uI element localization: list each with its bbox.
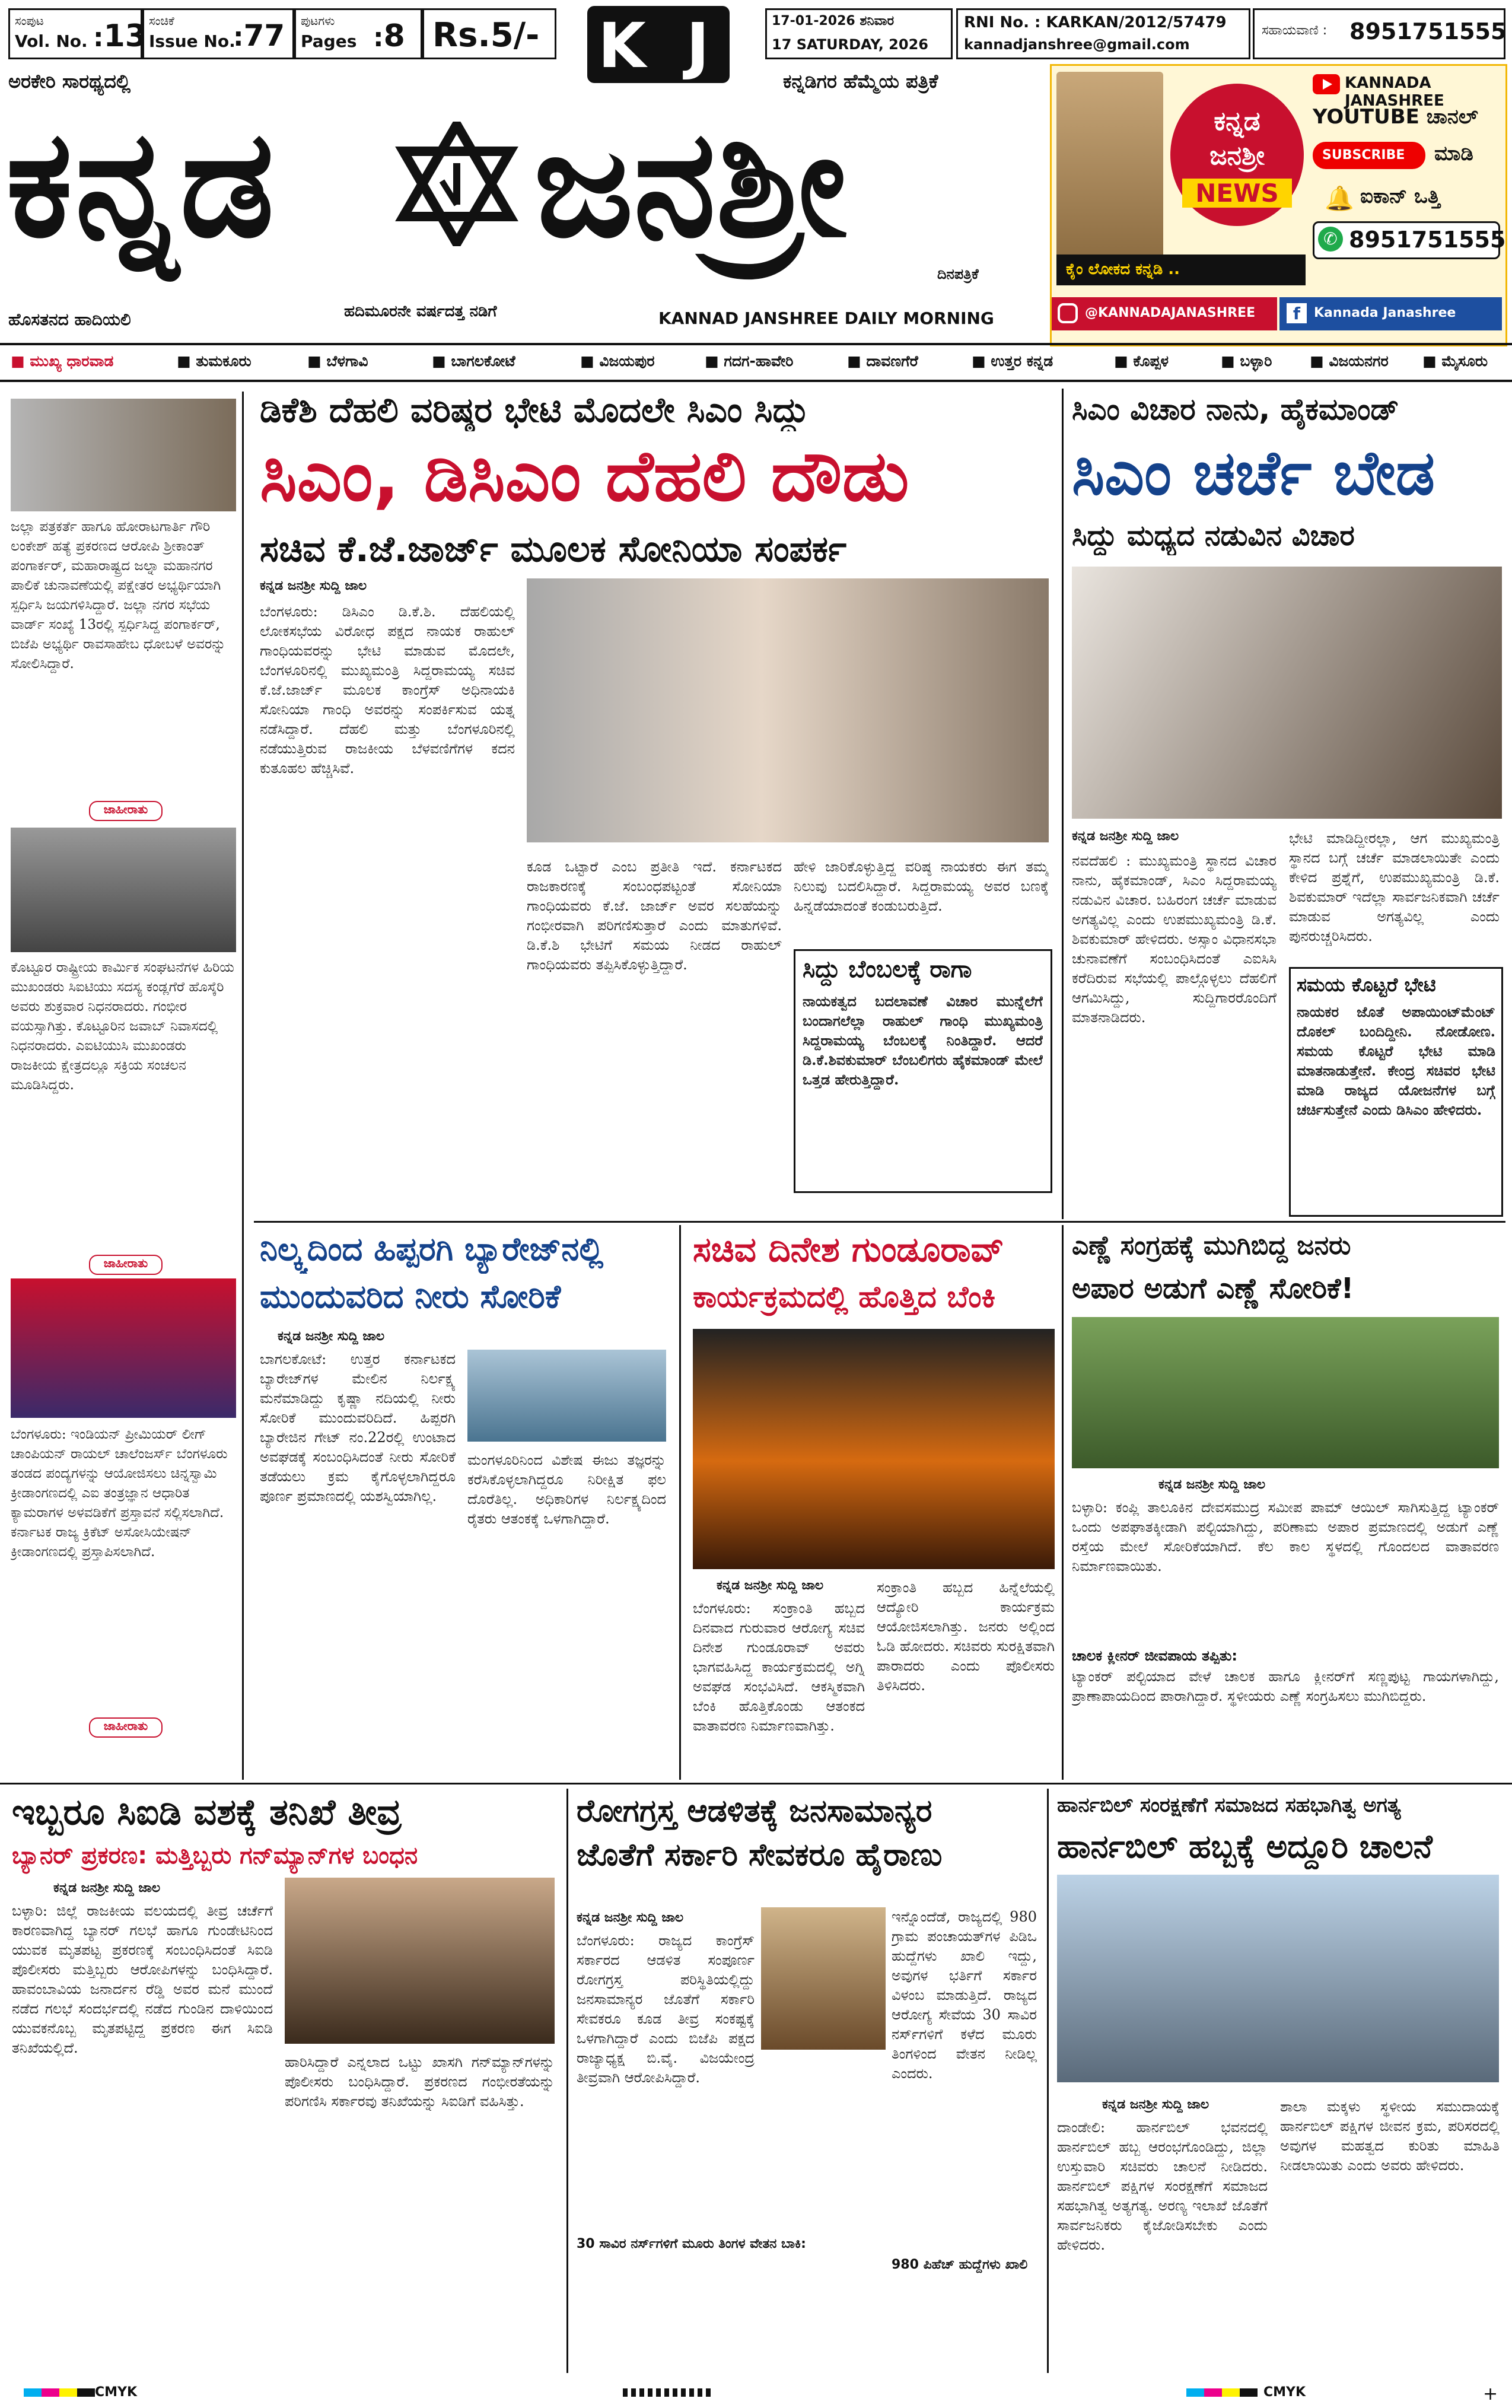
crime-strip-text: ಕೈಂ ಲೋಕದ ಕನ್ನಡಿ ..	[1066, 260, 1180, 278]
vol-number: :13	[93, 18, 147, 54]
cmyk-right: CMYK	[1263, 2385, 1306, 2400]
yt-channel: YOUTUBE ಚಾನಲ್	[1313, 105, 1478, 129]
kj-logo-text: K J	[598, 9, 719, 82]
right-byline: ಕನ್ನಡ ಜನಶ್ರೀ ಸುದ್ದಿ ಜಾಲ	[1072, 829, 1179, 844]
whatsapp-icon: ✆	[1318, 227, 1343, 252]
oil-headline-2: ಅಪಾರ ಅಡುಗೆ ಎಣ್ಣೆ ಸೋರಿಕೆ!	[1072, 1272, 1354, 1305]
instagram-bar	[1052, 297, 1277, 330]
lead-body-2: ಕೂಡ ಒಟ್ಟಾರೆ ಎಂಬ ಪ್ರತೀತಿ ಇದೆ. ಕರ್ನಾಟಕದ ರಾಜಕಾರಣಕ್ಕೆ ಸಂಬಂಧಪಟ್ಟಂತೆ ಸೋನಿಯಾ ಗಾಂಧಿಯವರು ಕೆ.ಜೆ. ಜಾರ್ಜ್ ಅವರ ಸಲಹೆಯನ್ನು ಗಂಭೀರವಾಗಿ ಪರಿಗಣಿಸುತ್ತಾರೆ ಎಂದು ಮಾತುಗಳಿವೆ. ಡಿ.ಕೆ.ಶಿ ಭೇಟಿಗೆ ಸಮಯ ನೀಡದ ರಾಹುಲ್ ಗಾಂಧಿಯವರು ತಪ್ಪಿಸಿಕೊಳ್ಳುತ್ತಿದ್ದಾರೆ.	[527, 858, 782, 973]
right-sidebox-title: ಸಮಯ ಕೊಟ್ಟರೆ ಭೇಟಿ	[1297, 974, 1436, 996]
oil-body: ಬಳ್ಳಾರಿ: ಕಂಪ್ಲಿ ತಾಲೂಕಿನ ದೇವಸಮುದ್ರ ಸಮೀಪ ಪಾಮ್ ಆಯಿಲ್ ಸಾಗಿಸುತ್ತಿದ್ದ ಟ್ಯಾಂಕರ್ ಒಂದು ಅಪಘಾತಕ್ಕೀಡಾಗಿ ಪಲ್ಟಿಯಾಗಿದ್ದು, ಪರಿಣಾಮ ಅಪಾರ ಪ್ರಮಾಣದಲ್ಲಿ ಅಡುಗೆ ಎಣ್ಣೆ ರಸ್ತೆಯ ಮೇಲೆ ಸೋರಿಕೆಯಾಗಿದೆ. ಕೆಲ ಕಾಲ ಸ್ಥಳದಲ್ಲಿ ಗೊಂದಲದ ವಾತಾವರಣ ನಿರ್ಮಾಣವಾಯಿತು.	[1072, 1499, 1499, 1574]
nav-item-2[interactable]: ■ ಬೆಳಗಾವಿ	[307, 352, 368, 370]
cmyk-swatch-right	[1186, 2388, 1258, 2397]
left-sidebar	[0, 392, 244, 1780]
lead-headline: ಸಿಎಂ, ಡಿಸಿಎಂ ದೆಹಲಿ ದೌಡು	[260, 435, 909, 517]
kj-logo	[587, 6, 730, 83]
sidebar-photo-1	[11, 399, 236, 511]
motto-en: KANNAD JANSHREE DAILY MORNING	[658, 308, 994, 328]
youtube-icon	[1313, 74, 1340, 94]
instagram-handle: @KANNADAJANASHREE	[1085, 306, 1256, 320]
oil-subhead: ಚಾಲಕ ಕ್ಲೀನರ್ ಜೀವಪಾಯ ತಪ್ಪಿತು:	[1072, 1647, 1238, 1664]
oil-headline-1: ಎಣ್ಣೆ ಸಂಗ್ರಹಕ್ಕೆ ಮುಗಿಬಿದ್ದ ಜನರು	[1072, 1230, 1351, 1261]
pages-label: ಪುಟಗಳು	[301, 14, 335, 28]
hornbill-headline-2: ಹಾರ್ನಬಿಲ್ ಹಬ್ಬಕ್ಕೆ ಅದ್ದೂರಿ ಚಾಲನೆ	[1057, 1828, 1433, 1865]
promo-phone: 8951751555	[1349, 227, 1506, 253]
fire-story	[679, 1225, 1061, 1780]
oil-photo	[1072, 1317, 1499, 1468]
hornbill-body-2: ಶಾಲಾ ಮಕ್ಕಳು ಸ್ಥಳೀಯ ಸಮುದಾಯಕ್ಕೆ ಹಾರ್ನಬಿಲ್ ಪಕ್ಷಿಗಳ ಜೀವನ ಕ್ರಮ, ಪರಿಸರದಲ್ಲಿ ಅವುಗಳ ಮಹತ್ವದ ಕುರಿತು ಮಾಹಿತಿ ನೀಡಲಾಯಿತು ಎಂದು ಅವರು ಹೇಳಿದರು.	[1280, 2098, 1500, 2174]
right-sidebox	[1289, 967, 1503, 1217]
right-sidebox-text: ನಾಯಕರ ಜೊತೆ ಅಪಾಯಿಂಟ್‌ಮೆಂಟ್ ದೊಕಲ್ ಬಂದಿದ್ದೀನಿ. ನೋಡೋಣ. ಸಮಯ ಕೊಟ್ಟರೆ ಭೇಟಿ ಮಾಡಿ ಮಾತನಾಡುತ್ತೇನೆ. ಕೇಂದ್ರ ಸಚಿವರ ಭೇಟಿ ಮಾಡಿ ರಾಜ್ಯದ ಯೋಜನೆಗಳ ಬಗ್ಗೆ ಚರ್ಚಿಸುತ್ತೇನೆ ಎಂದು ಡಿಸಿಎಂ ಹೇಳಿದರು.	[1297, 1003, 1495, 1118]
date-kn: 17-01-2026 ಶನಿವಾರ	[772, 14, 895, 28]
masthead	[0, 0, 1512, 344]
lead-story	[254, 389, 1052, 1219]
bell-text: ಐಕಾನ್ ಒತ್ತಿ	[1360, 185, 1440, 208]
lead-sidebox-title: ಸಿದ್ದು ಬೆಂಬಲಕ್ಕೆ ರಾಗಾ	[803, 956, 972, 983]
nav-item-1[interactable]: ■ ತುಮಕೂರು	[177, 352, 252, 370]
barrage-headline-1: ನಿಲ್ಕ್ಯದಿಂದ ಹಿಪ್ಪರಗಿ ಬ್ಯಾರೇಜ್‌ನಲ್ಲಿ	[260, 1230, 604, 1268]
facebook-handle: Kannada Janashree	[1314, 306, 1456, 320]
issue-label: ಸಂಚಿಕೆ	[149, 14, 174, 28]
news-badge	[1170, 84, 1304, 226]
hornbill-body: ದಾಂಡೇಲಿ: ಹಾರ್ನಬಿಲ್ ಭವನದಲ್ಲಿ ಹಾರ್ನಬಿಲ್ ಹಬ್ಬ ಆರಂಭಗೊಂಡಿದ್ದು, ಜಿಲ್ಲಾ ಉಸ್ತುವಾರಿ ಸಚಿವರು ಚಾಲನೆ ನೀಡಿದರು. ಹಾರ್ನಬಿಲ್ ಪಕ್ಷಿಗಳ ಸಂರಕ್ಷಣೆಗೆ ಸಮಾಜದ ಸಹಭಾಗಿತ್ವ ಅತ್ಯಗತ್ಯ. ಅರಣ್ಯ ಇಲಾಖೆ ಜೊತೆಗೆ ಸಾರ್ವಜನಿಕರು ಕೈಜೋಡಿಸಬೇಕು ಎಂದು ಹೇಳಿದರು.	[1057, 2119, 1268, 2253]
registration-bar	[623, 2388, 712, 2397]
nav-item-9[interactable]: ■ ಬಳ್ಳಾರಿ	[1221, 352, 1272, 370]
issue-box	[142, 8, 294, 59]
barrage-body: ಬಾಗಲಕೋಟೆ: ಉತ್ತರ ಕರ್ನಾಟಕದ ಬ್ಯಾರೇಜ್‌ಗಳ ಮೇಲಿನ ನಿರ್ಲಕ್ಷ್ಯ ಮನೆಮಾಡಿದ್ದು ಕೃಷ್ಣಾ ನದಿಯಲ್ಲಿ ನೀರು ಸೋರಿಕೆ ಮುಂದುವರಿದಿದೆ. ಹಿಪ್ಪರಗಿ ಬ್ಯಾರೇಜಿನ ಗೇಟ್ ನಂ.22ರಲ್ಲಿ ಉಂಟಾದ ಅವಘಡಕ್ಕೆ ಸಂಬಂಧಿಸಿದಂತೆ ನೀರು ಸೋರಿಕೆ ತಡೆಯಲು ಕ್ರಮ ಕೈಗೊಳ್ಳಲಾಗಿದ್ದರೂ ಪೂರ್ಣ ಪ್ರಮಾಣದಲ್ಲಿ ಯಶಸ್ವಿಯಾಗಿಲ್ಲ.	[260, 1351, 456, 1504]
motto-mid: ಹದಿಮೂರನೇ ವರ್ಷದತ್ತ ನಡಿಗೆ	[344, 303, 497, 320]
fire-byline: ಕನ್ನಡ ಜನಶ್ರೀ ಸುದ್ದಿ ಜಾಲ	[717, 1578, 824, 1593]
vol-label: ಸಂಪುಟ	[15, 14, 44, 28]
sidebar-tag-1: ಜಾಹೀರಾತು	[89, 801, 163, 821]
hornbill-headline-1: ಹಾರ್ನಬಿಲ್ ಸಂರಕ್ಷಣೆಗೆ ಸಮಾಜದ ಸಹಭಾಗಿತ್ವ ಅಗತ್ಯ	[1057, 1793, 1401, 1817]
subscribe-label: SUBSCRIBE	[1322, 148, 1405, 163]
nav-item-4[interactable]: ■ ವಿಜಯಪುರ	[580, 352, 655, 370]
health-subhead-2: 30 ಸಾವಿರ ನರ್ಸ್‌ಗಳಿಗೆ ಮೂರು ತಿಂಗಳ ವೇತನ ಬಾಕಿ:	[577, 2237, 806, 2251]
sidebar-story-1: ಜಲ್ಲಾ ಪತ್ರಕರ್ತೆ ಹಾಗೂ ಹೋರಾಟಗಾರ್ತಿ ಗೌರಿ ಲಂಕೇಶ್ ಹತ್ಯೆ ಪ್ರಕರಣದ ಆರೋಪಿ ಶ್ರೀಕಾಂತ್ ಪಂಗಾರ್ಕರ್, ಮಹಾರಾಷ್ಟ್ರದ ಜಲ್ನಾ ಮಹಾನಗರ ಪಾಲಿಕೆ ಚುನಾವಣೆಯಲ್ಲಿ ಪಕ್ಷೇತರ ಅಭ್ಯರ್ಥಿಯಾಗಿ ಸ್ಪರ್ಧಿಸಿ ಜಯಗಳಿಸಿದ್ದಾರೆ. ಜಲ್ಲಾ ನಗರ ಸಭೆಯ ವಾರ್ಡ್ ಸಂಖ್ಯೆ 13ರಲ್ಲಿ ಸ್ಪರ್ಧಿಸಿದ್ದ ಪಂಗಾರ್ಕರ್, ಬಿಜೆಪಿ ಅಭ್ಯರ್ಥಿ ರಾವಸಾಹೇಬ ಧೋಬಳೆ ಅವರನ್ನು ಸೋಲಿಸಿದ್ದಾರೆ.	[11, 519, 226, 672]
nav-top-rule	[0, 343, 1512, 345]
barrage-story	[254, 1225, 669, 1780]
price: Rs.5/-	[432, 16, 540, 55]
rni: RNI No. : KARKAN/2012/57479	[964, 14, 1227, 31]
lead-subhead: ಸಚಿವ ಕೆ.ಜೆ.ಜಾರ್ಜ್ ಮೂಲಕ ಸೋನಿಯಾ ಸಂಪರ್ಕ	[260, 529, 847, 570]
right-subhead: ಸಿದ್ದು ಮಧ್ಯದ ನಡುವಿನ ವಿಚಾರ	[1072, 519, 1355, 552]
fire-body: ಬೆಂಗಳೂರು: ಸಂಕ್ರಾಂತಿ ಹಬ್ಬದ ದಿನವಾದ ಗುರುವಾರ ಆರೋಗ್ಯ ಸಚಿವ ದಿನೇಶ ಗುಂಡೂರಾವ್ ಅವರು ಭಾಗವಹಿಸಿದ್ದ ಕಾರ್ಯಕ್ರಮದಲ್ಲಿ ಅಗ್ನಿ ಅವಘಡ ಸಂಭವಿಸಿದೆ. ಆಕಸ್ಮಿಕವಾಗಿ ಬೆಂಕಿ ಹೊತ್ತಿಕೊಂಡು ಆತಂಕದ ವಾತಾವರಣ ನಿರ್ಮಾಣವಾಗಿತ್ತು.	[693, 1600, 865, 1734]
health-photo	[761, 1907, 886, 2050]
right-kicker: ಸಿಎಂ ವಿಚಾರ ನಾನು, ಹೈಕಮಾಂಡ್	[1072, 392, 1399, 427]
yt-name: KANNADA JANASHREE	[1345, 74, 1444, 110]
cid-headline-1: ಇಬ್ಬರೂ ಸಿಐಡಿ ವಶಕ್ಕೆ ತನಿಖೆ ತೀವ್ರ	[12, 1792, 402, 1833]
nav-bottom-rule	[0, 380, 1512, 382]
price-box	[422, 8, 556, 59]
right-lead	[1062, 389, 1505, 1219]
cid-headline-2: ಬ್ಯಾನರ್ ಪ್ರಕರಣ: ಮತ್ತಿಬ್ಬರು ಗನ್‌ಮ್ಯಾನ್‌ಗಳ ಬಂಧನ	[12, 1842, 418, 1869]
fire-headline-2: ಕಾರ್ಯಕ್ರಮದಲ್ಲಿ ಹೊತ್ತಿದ ಬೆಂಕಿ	[693, 1280, 995, 1314]
cid-photo	[285, 1878, 555, 2044]
sidebar-tag-2: ಜಾಹೀರಾತು	[89, 1255, 163, 1275]
oil-body-2: ಟ್ಯಾಂಕರ್ ಪಲ್ಟಿಯಾದ ವೇಳೆ ಚಾಲಕ ಹಾಗೂ ಕ್ಲೀನರ್‌ಗೆ ಸಣ್ಣಪುಟ್ಟ ಗಾಯಗಳಾಗಿದ್ದು, ಪ್ರಾಣಾಪಾಯದಿಂದ ಪಾರಾಗಿದ್ದಾರೆ. ಸ್ಥಳೀಯರು ಎಣ್ಣೆ ಸಂಗ್ರಹಿಸಲು ಮುಗಿಬಿದ್ದರು.	[1072, 1668, 1499, 1704]
barrage-byline: ಕನ್ನಡ ಜನಶ್ರೀ ಸುದ್ದಿ ಜಾಲ	[278, 1329, 385, 1344]
phone-pill	[1313, 221, 1506, 259]
lead-byline-text: ಕನ್ನಡ ಜನಶ್ರೀ ಸುದ್ದಿ ಜಾಲ	[260, 578, 367, 593]
barrage-photo	[467, 1350, 666, 1442]
motto-left: ಹೊಸತನದ ಹಾದಿಯಲಿ	[8, 310, 131, 329]
issue-en: Issue No.	[149, 31, 235, 51]
health-body: ಬೆಂಗಳೂರು: ರಾಜ್ಯದ ಕಾಂಗ್ರೆಸ್ ಸರ್ಕಾರದ ಆಡಳಿತ ಸಂಪೂರ್ಣ ರೋಗಗ್ರಸ್ತ ಪರಿಸ್ಥಿತಿಯಲ್ಲಿದ್ದು ಜನಸಾಮಾನ್ಯರ ಜೊತೆಗೆ ಸರ್ಕಾರಿ ಸೇವಕರೂ ಕೂಡ ತೀವ್ರ ಸಂಕಷ್ಟಕ್ಕೆ ಒಳಗಾಗಿದ್ದಾರೆ ಎಂದು ಬಿಜೆಪಿ ಪಕ್ಷದ ರಾಜ್ಯಾಧ್ಯಕ್ಷ ಬಿ.ವೈ. ವಿಜಯೇಂದ್ರ ತೀವ್ರವಾಗಿ ಆರೋಪಿಸಿದ್ದಾರೆ.	[577, 1932, 755, 2086]
hornbill-byline: ಕನ್ನಡ ಜನಶ್ರೀ ಸುದ್ದಿ ಜಾಲ	[1102, 2097, 1209, 2112]
nav-item-11[interactable]: ■ ಮೈಸೂರು	[1422, 352, 1488, 370]
cid-story	[0, 1789, 561, 2373]
nav-item-3[interactable]: ■ ಬಾಗಲಕೋಟೆ	[432, 352, 515, 370]
sidebar-photo-2	[11, 828, 236, 952]
nav-item-0[interactable]: ■ ಮುಖ್ಯ ಧಾರವಾಡ	[11, 352, 114, 370]
tagline-mid: ಕನ್ನಡಿಗರ ಹೆಮ್ಮೆಯ ಪತ್ರಿಕೆ	[783, 70, 938, 93]
oil-story	[1062, 1225, 1505, 1780]
sidebar-tag-3: ಜಾಹೀರಾತು	[89, 1717, 163, 1738]
anchor-photo	[1056, 72, 1163, 268]
email: kannadjanshree@gmail.com	[964, 36, 1190, 53]
health-byline: ಕನ್ನಡ ಜನಶ್ರೀ ಸುದ್ದಿ ಜಾಲ	[577, 1910, 684, 1925]
youtube-promo	[1050, 64, 1507, 346]
title-right: ಜನಶ್ರೀ	[534, 97, 846, 270]
helpline-box	[1253, 8, 1505, 59]
title-left: ಕನ್ನಡ	[6, 97, 277, 270]
nav-item-10[interactable]: ■ ವಿಜಯನಗರ	[1310, 352, 1389, 370]
tagline-left: ಅರಕೇರಿ ಸಾರಥ್ಯದಲ್ಲಿ	[8, 70, 131, 93]
mid-rule	[254, 1221, 1505, 1223]
nav-item-7[interactable]: ■ ಉತ್ತರ ಕನ್ನಡ	[972, 352, 1053, 370]
lead-byline	[260, 578, 515, 593]
nav-item-8[interactable]: ■ ಕೊಪ್ಪಳ	[1114, 352, 1169, 370]
lead-body-1: ಬೆಂಗಳೂರು: ಡಿಸಿಎಂ ಡಿ.ಕೆ.ಶಿ. ದೆಹಲಿಯಲ್ಲಿ ಲೋಕಸಭೆಯ ವಿರೋಧ ಪಕ್ಷದ ನಾಯಕ ರಾಹುಲ್ ಗಾಂಧಿಯವರನ್ನು ಭೇಟಿ ಮಾಡುವ ಮೊದಲೇ, ಬೆಂಗಳೂರಿನಲ್ಲಿ ಮುಖ್ಯಮಂತ್ರಿ ಸಿದ್ದರಾಮಯ್ಯ ಸಚಿವ ಕೆ.ಜೆ.ಜಾರ್ಜ್ ಮೂಲಕ ಕಾಂಗ್ರೆಸ್ ಅಧಿನಾಯಕಿ ಸೋನಿಯಾ ಗಾಂಧಿ ಅವರನ್ನು ಸಂಪರ್ಕಿಸುವ ಯತ್ನ ನಡೆಸಿದ್ದಾರೆ. ದೆಹಲಿ ಮತ್ತು ಬೆಂಗಳೂರಿನಲ್ಲಿ ನಡೆಯುತ್ತಿರುವ ರಾಜಕೀಯ ಬೆಳವಣಿಗೆಗಳ ಕದನ ಕುತೂಹಲ ಹೆಚ್ಚಿಸಿವೆ.	[260, 603, 515, 777]
vol-en: Vol. No.	[15, 31, 88, 51]
daily-label: ದಿನಪತ್ರಿಕೆ	[937, 266, 979, 282]
fire-photo	[693, 1329, 1055, 1569]
rni-box	[956, 8, 1250, 59]
sidebar-photo-3	[11, 1278, 236, 1418]
nav-item-6[interactable]: ■ ದಾವಣಗೆರೆ	[847, 352, 918, 370]
footer-marks	[0, 2379, 1512, 2408]
cid-byline: ಕನ್ನಡ ಜನಶ್ರೀ ಸುದ್ದಿ ಜಾಲ	[53, 1881, 161, 1895]
subscribe-button[interactable]	[1313, 142, 1425, 169]
health-body-2: ಇನ್ನೊಂದೆಡೆ, ರಾಜ್ಯದಲ್ಲಿ 980 ಗ್ರಾಮ ಪಂಚಾಯತ್‌ಗಳ ಪಿಡಿಒ ಹುದ್ದೆಗಳು ಖಾಲಿ ಇದ್ದು, ಅವುಗಳ ಭರ್ತಿಗೆ ಸರ್ಕಾರ ವಿಳಂಬ ಮಾಡುತ್ತಿದೆ. ರಾಜ್ಯದ ಆರೋಗ್ಯ ಸೇವೆಯ 30 ಸಾವಿರ ನರ್ಸ್‌ಗಳಿಗೆ ಕಳೆದ ಮೂರು ತಿಂಗಳಿಂದ ವೇತನ ನೀಡಿಲ್ಲ ಎಂದರು.	[892, 1908, 1037, 2082]
sidebar-story-2: ಕೊಟ್ಟೂರ ರಾಷ್ಟ್ರೀಯ ಕಾರ್ಮಿಕ ಸಂಘಟನೆಗಳ ಹಿರಿಯ ಮುಖಂಡರು ಸಿಐಟಿಯು ಸದಸ್ಯ ಕಂಡ್ಲಗೆರೆ ಹೊಸ್ಕೆರಿ ಅವರು ಶುಕ್ರವಾರ ನಿಧನರಾದರು. ಗಂಭೀರ ವಯಸ್ಸಾಗಿತ್ತು. ಕೊಟ್ಟೂರಿನ ಜವಾಬ್ ನಿವಾಸದಲ್ಲಿ ನಿಧನರಾದರು. ಎಐಟಿಯುಸಿ ಮುಖಂಡರು ರಾಜಕೀಯ ಕ್ಷೇತ್ರದಲ್ಲೂ ಸಕ್ರಿಯ ಸಂಚಲನ ಮೂಡಿಸಿದ್ದರು.	[11, 960, 234, 1093]
issue-number: :77	[233, 18, 285, 53]
badge-line1: ಕನ್ನಡ	[1214, 106, 1260, 136]
right-body-1: ನವದೆಹಲಿ : ಮುಖ್ಯಮಂತ್ರಿ ಸ್ಥಾನದ ವಿಚಾರ ನಾನು, ಹೈಕಮಾಂಡ್, ಸಿಎಂ ಸಿದ್ದರಾಮಯ್ಯ ನಡುವಿನ ವಿಚಾರ. ಬಹಿರಂಗ ಚರ್ಚೆ ಮಾಡುವ ಅಗತ್ಯವಿಲ್ಲ ಎಂದು ಉಪಮುಖ್ಯಮಂತ್ರಿ ಡಿ.ಕೆ. ಶಿವಕುಮಾರ್ ಹೇಳಿದರು. ಅಸ್ಸಾಂ ವಿಧಾನಸಭಾ ಚುನಾವಣೆಗೆ ಸಂಬಂಧಿಸಿದಂತೆ ಎಐಸಿಸಿ ಕರೆದಿರುವ ಸಭೆಯಲ್ಲಿ ಪಾಲ್ಗೊಳ್ಳಲು ದೆಹಲಿಗೆ ಆಗಮಿಸಿದ್ದು, ಸುದ್ದಿಗಾರರೊಂದಿಗೆ ಮಾತನಾಡಿದರು.	[1072, 852, 1277, 1026]
lead-kicker: ಡಿಕೆಶಿ ದೆಹಲಿ ವರಿಷ್ಠರ ಭೇಟಿ ಮೊದಲೇ ಸಿಎಂ ಸಿದ್ದು	[260, 390, 809, 430]
helpline-number: 8951751555	[1349, 18, 1507, 44]
health-story	[566, 1789, 1043, 2373]
facebook-bar	[1279, 297, 1502, 330]
fire-body-2: ಸಂಕ್ರಾಂತಿ ಹಬ್ಬದ ಹಿನ್ನೆಲೆಯಲ್ಲಿ ಆದ್ಯೋರಿ ಕಾರ್ಯಕ್ರಮ ಆಯೋಜಿಸಲಾಗಿತ್ತು. ಜನರು ಅಲ್ಲಿಂದ ಓಡಿ ಹೋದರು. ಸಚಿವರು ಸುರಕ್ಷಿತವಾಗಿ ಪಾರಾದರು ಎಂದು ಪೊಲೀಸರು ತಿಳಿಸಿದರು.	[877, 1579, 1055, 1694]
badge-line2: ಜನಶ್ರೀ	[1209, 141, 1265, 171]
volume-box	[8, 8, 147, 59]
lead-sidebox-text: ನಾಯಕತ್ವದ ಬದಲಾವಣೆ ವಿಚಾರ ಮುನ್ನೆಲೆಗೆ ಬಂದಾಗಲೆಲ್ಲಾ ರಾಹುಲ್ ಗಾಂಧಿ ಮುಖ್ಯಮಂತ್ರಿ ಸಿದ್ದರಾಮಯ್ಯ ಬೆಂಬಲಕ್ಕೆ ನಿಂತಿದ್ದಾರೆ. ಆದರೆ ಡಿ.ಕೆ.ಶಿವಕುಮಾರ್ ಬೆಂಬಲಿಗರು ಹೈಕಮಾಂಡ್ ಮೇಲೆ ಒತ್ತಡ ಹೇರುತ್ತಿದ್ದಾರೆ.	[803, 993, 1043, 1088]
oil-byline: ಕನ್ನಡ ಜನಶ್ರೀ ಸುದ್ದಿ ಜಾಲ	[1158, 1477, 1266, 1492]
bottom-rule	[0, 1783, 1512, 1784]
pages-box	[294, 8, 422, 59]
crime-strip	[1056, 255, 1306, 285]
sidebar-story-3: ಬೆಂಗಳೂರು: ಇಂಡಿಯನ್ ಪ್ರೀಮಿಯರ್ ಲೀಗ್ ಚಾಂಪಿಯನ್ ರಾಯಲ್ ಚಾಲೆಂಜರ್ಸ್ ಬೆಂಗಳೂರು ತಂಡದ ಪಂದ್ಯಗಳನ್ನು ಆಯೋಜಿಸಲು ಚಿನ್ನಸ್ವಾಮಿ ಕ್ರೀಡಾಂಗಣದಲ್ಲಿ ಎಐ ತಂತ್ರಜ್ಞಾನ ಆಧಾರಿತ ಕ್ಯಾಮರಾಗಳ ಅಳವಡಿಕೆಗೆ ಪ್ರಸ್ತಾವನೆ ಸಲ್ಲಿಸಲಾಗಿದೆ. ಕರ್ನಾಟಕ ರಾಜ್ಯ ಕ್ರಿಕೆಟ್ ಅಸೋಸಿಯೇಷನ್ ಕ್ರೀಡಾಂಗಣದಲ್ಲಿ ಪ್ರಸ್ತಾಪಿಸಲಾಗಿದೆ.	[11, 1427, 228, 1560]
health-subhead-1: 980 ಪಿಹೆಚ್ ಹುದ್ದೆಗಳು ಖಾಲಿ	[892, 2257, 1028, 2272]
cmyk-left: CMYK	[95, 2385, 138, 2400]
fire-headline-1: ಸಚಿವ ದಿನೇಶ ಗುಂಡೂರಾವ್	[693, 1229, 1004, 1270]
cmyk-swatch-left	[24, 2388, 95, 2397]
cid-body: ಬಳ್ಳಾರಿ: ಜಿಲ್ಲೆ ರಾಜಕೀಯ ವಲಯದಲ್ಲಿ ತೀವ್ರ ಚರ್ಚೆಗೆ ಕಾರಣವಾಗಿದ್ದ ಬ್ಯಾನರ್ ಗಲಭೆ ಹಾಗೂ ಗುಂಡೇಟಿನಿಂದ ಯುವಕ ಮೃತಪಟ್ಟ ಪ್ರಕರಣಕ್ಕೆ ಸಂಬಂಧಿಸಿದಂತೆ ಸಿಐಡಿ ಪೊಲೀಸರು ಮತ್ತಿಬ್ಬರು ಆರೋಪಿಗಳನ್ನು ಬಂಧಿಸಿದ್ದಾರೆ. ಹಾವಂಬಾವಿಯ ಜನಾರ್ದನ ರೆಡ್ಡಿ ಅವರ ಮನೆ ಮುಂದೆ ನಡೆದ ಗಲಭೆ ಸಂದರ್ಭದಲ್ಲಿ ನಡೆದ ಗುಂಡಿನ ದಾಳಿಯಿಂದ ಯುವಕನೊಬ್ಬ ಮೃತಪಟ್ಟಿದ್ದ ಪ್ರಕರಣ ಈಗ ಸಿಐಡಿ ತನಿಖೆಯಲ್ಲಿದೆ.	[12, 1903, 273, 2056]
hornbill-story	[1047, 1789, 1505, 2373]
district-nav	[11, 349, 1505, 375]
date-en: 17 SATURDAY, 2026	[772, 36, 928, 53]
facebook-icon: f	[1287, 303, 1307, 323]
health-headline-2: ಜೊತೆಗೆ ಸರ್ಕಾರಿ ಸೇವಕರೂ ಹೈರಾಣು	[577, 1837, 943, 1873]
pages-en: Pages	[301, 31, 357, 51]
lead-body-3: ಹೇಳಿ ಜಾರಿಕೊಳ್ಳುತ್ತಿದ್ದ ವರಿಷ್ಠ ನಾಯಕರು ಈಗ ತಮ್ಮ ನಿಲುವು ಬದಲಿಸಿದ್ದಾರೆ. ಸಿದ್ದರಾಮಯ್ಯ ಅವರ ಬಣಕ್ಕೆ ಹಿನ್ನಡೆಯಾದಂತೆ ಕಂಡುಬರುತ್ತಿದೆ.	[794, 858, 1049, 914]
star-emblem	[394, 122, 519, 246]
right-photo	[1072, 567, 1502, 819]
cid-body-2: ಹಾರಿಸಿದ್ದಾರೆ ಎನ್ನಲಾದ ಒಟ್ಟು ಖಾಸಗಿ ಗನ್‌ಮ್ಯಾನ್‌ಗಳನ್ನು ಪೊಲೀಸರು ಬಂಧಿಸಿದ್ದಾರೆ. ಪ್ರಕರಣದ ಗಂಭೀರತೆಯನ್ನು ಪರಿಗಣಿಸಿ ಸರ್ಕಾರವು ತನಿಖೆಯನ್ನು ಸಿಐಡಿಗೆ ವಹಿಸಿತ್ತು.	[285, 2054, 555, 2110]
right-headline: ಸಿಎಂ ಚರ್ಚೆ ಬೇಡ	[1072, 437, 1435, 509]
barrage-headline-2: ಮುಂದುವರಿದ ನೀರು ಸೋರಿಕೆ	[260, 1278, 561, 1315]
crosshair-icon: +	[1483, 2384, 1498, 2404]
health-headline-1: ರೋಗಗ್ರಸ್ತ ಆಡಳಿತಕ್ಕೆ ಜನಸಾಮಾನ್ಯರ	[577, 1793, 932, 1829]
subscribe-suffix: ಮಾಡಿ	[1434, 142, 1473, 166]
pages-number: :8	[373, 18, 405, 54]
lead-photo	[527, 578, 1049, 842]
instagram-icon	[1058, 303, 1078, 323]
barrage-body-2: ಮಂಗಳೂರಿನಿಂದ ವಿಶೇಷ ಈಜು ತಜ್ಞರನ್ನು ಕರೆಸಿಕೊಳ್ಳಲಾಗಿದ್ದರೂ ನಿರೀಕ್ಷಿತ ಫಲ ದೊರೆತಿಲ್ಲ. ಅಧಿಕಾರಿಗಳ ನಿರ್ಲಕ್ಷ್ಯದಿಂದ ರೈತರು ಆತಂಕಕ್ಕೆ ಒಳಗಾಗಿದ್ದಾರೆ.	[467, 1452, 666, 1527]
bell-icon: 🔔	[1325, 185, 1354, 212]
badge-news: NEWS	[1182, 179, 1292, 208]
date-box	[765, 8, 953, 59]
nav-item-5[interactable]: ■ ಗದಗ-ಹಾವೇರಿ	[705, 352, 794, 370]
hornbill-photo	[1057, 1875, 1499, 2082]
right-body-2: ಭೇಟಿ ಮಾಡಿದ್ದೀರಲ್ಲಾ, ಆಗ ಮುಖ್ಯಮಂತ್ರಿ ಸ್ಥಾನದ ಬಗ್ಗೆ ಚರ್ಚೆ ಮಾಡಲಾಯಿತೇ ಎಂದು ಕೇಳಿದ ಪ್ರಶ್ನೆಗೆ, ಉಪಮುಖ್ಯಮಂತ್ರಿ ಡಿ.ಕೆ. ಶಿವಕುಮಾರ್ ಇದೆಲ್ಲಾ ಸಾರ್ವಜನಿಕವಾಗಿ ಚರ್ಚೆ ಮಾಡುವ ಅಗತ್ಯವಿಲ್ಲ ಎಂದು ಪುನರುಚ್ಚರಿಸಿದರು.	[1289, 830, 1500, 944]
lead-sidebox	[794, 949, 1052, 1193]
helpline-label: ಸಹಾಯವಾಣಿ :	[1262, 23, 1328, 38]
